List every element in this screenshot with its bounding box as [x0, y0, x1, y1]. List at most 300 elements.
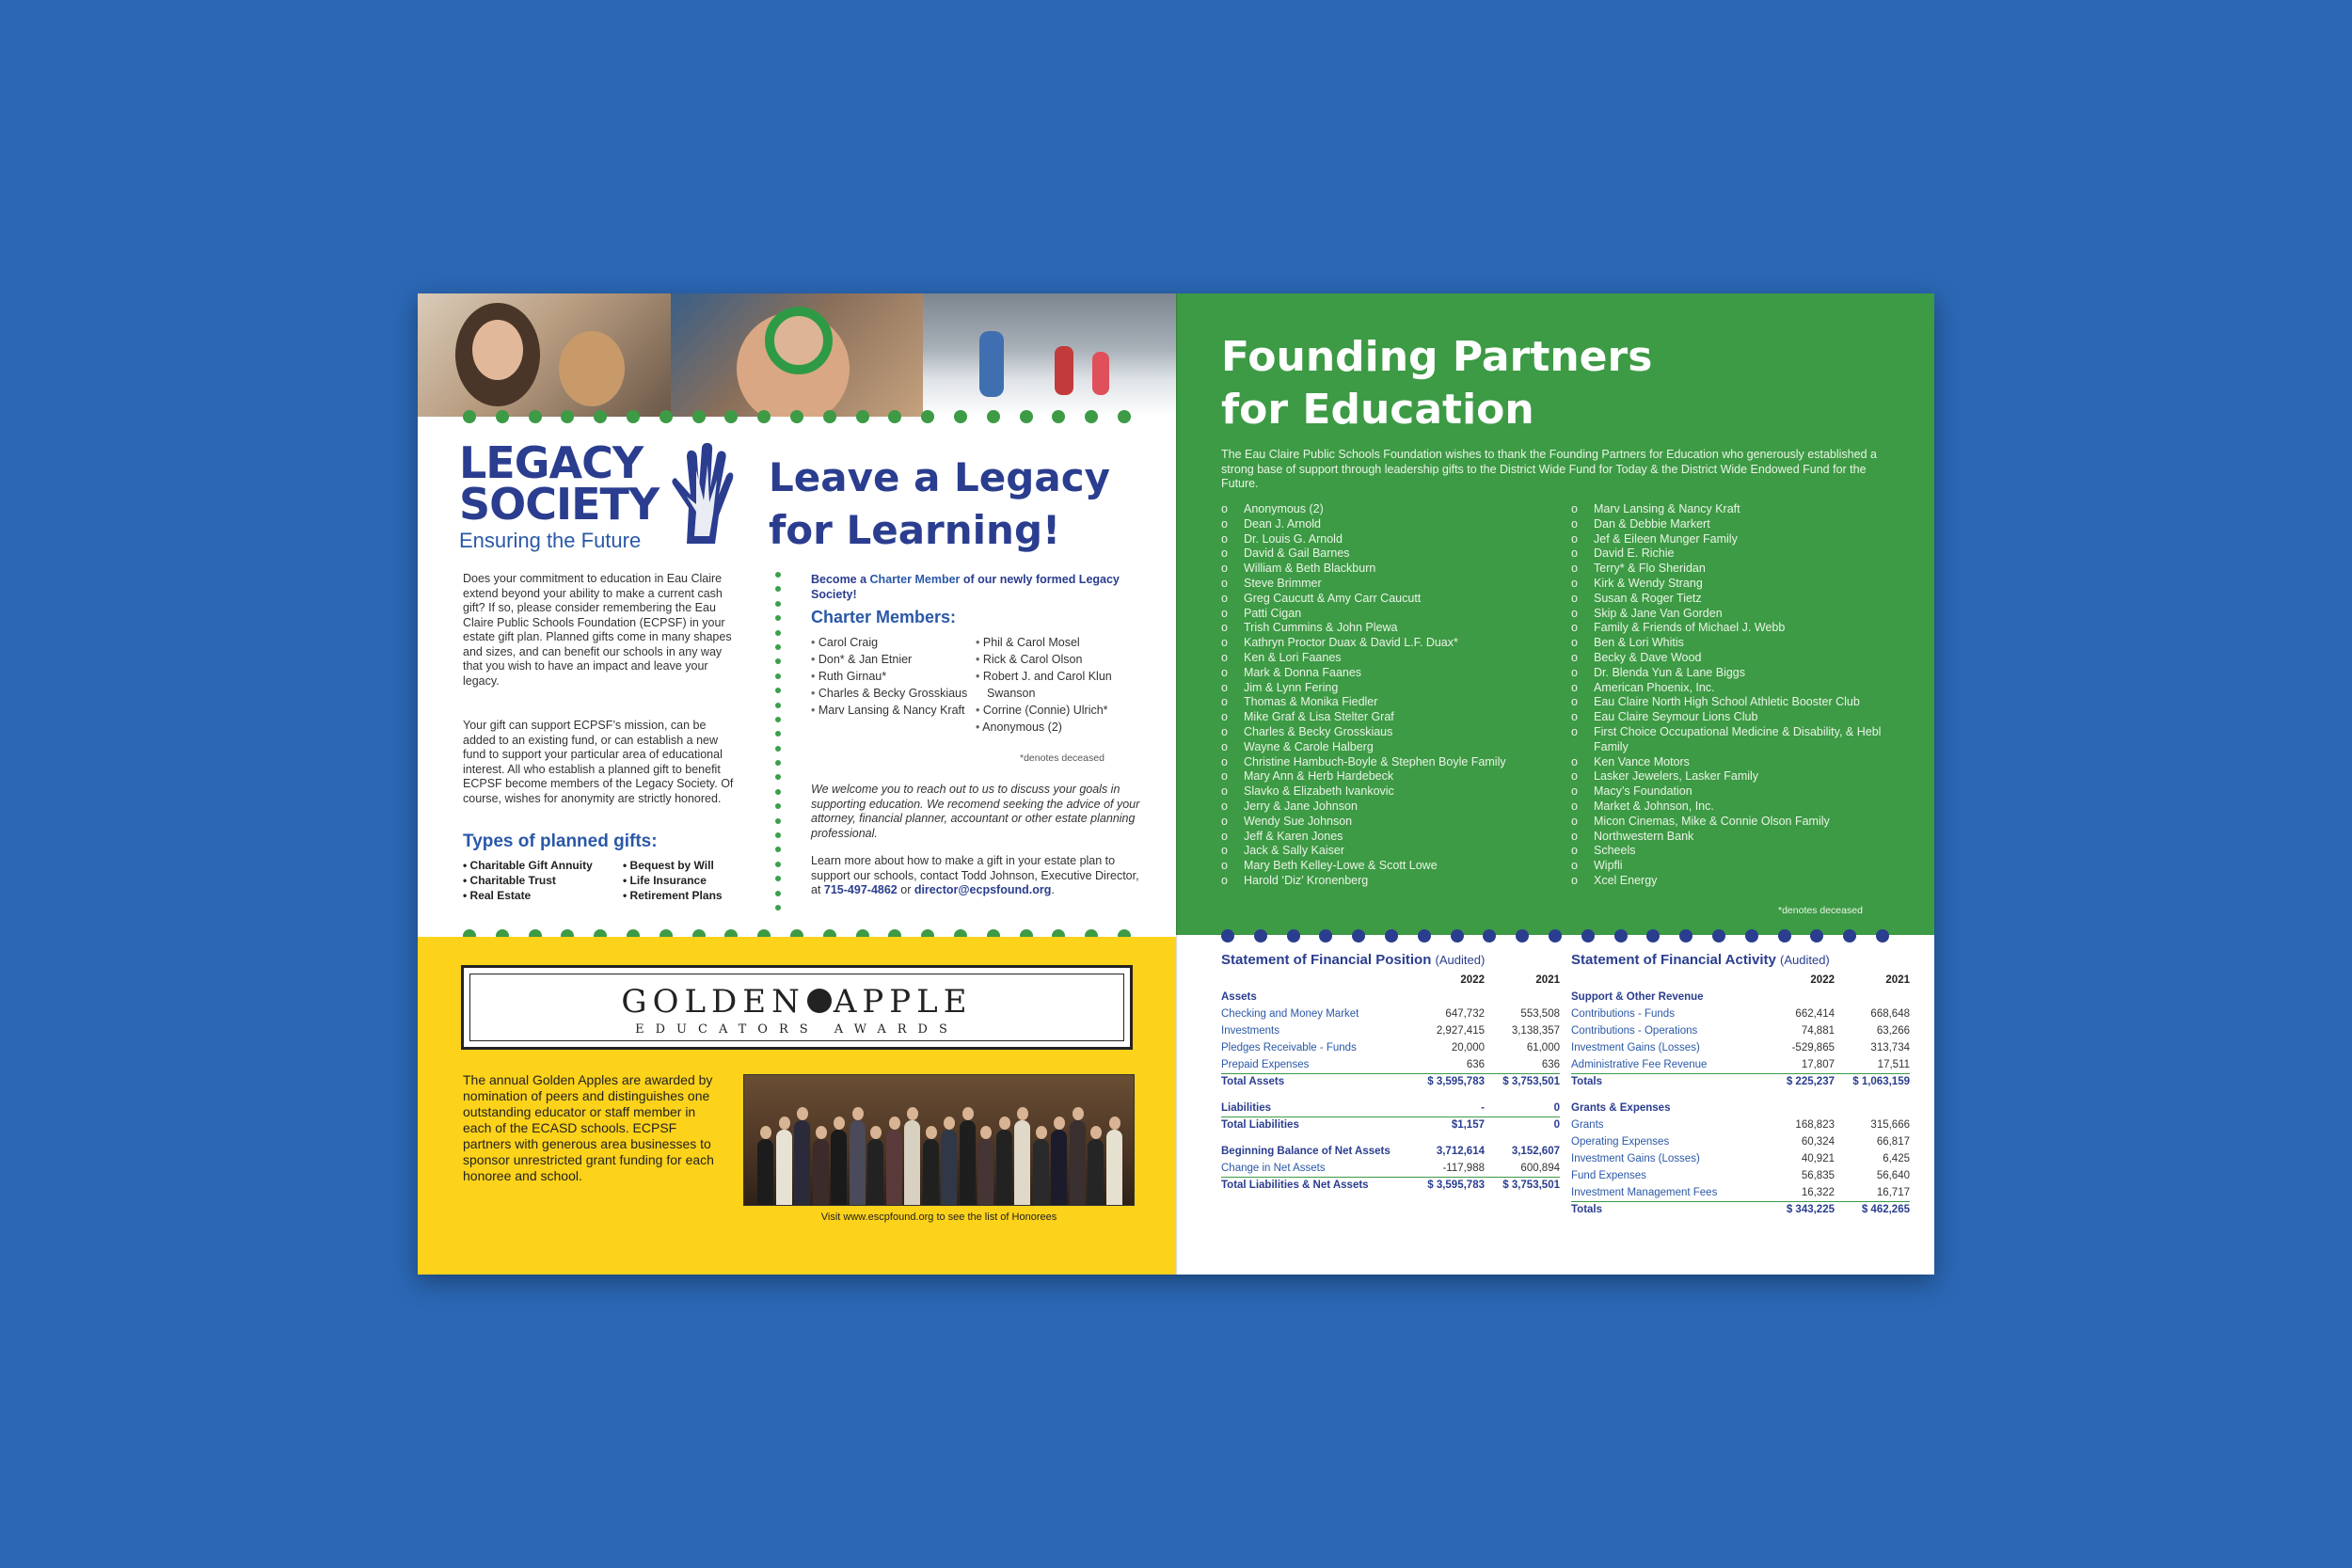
- hands-icon: [668, 442, 734, 546]
- row-value: [1759, 989, 1835, 1006]
- honoree-figure: [996, 1130, 1012, 1205]
- row-value: 0: [1553, 1101, 1560, 1114]
- row-label: Contributions - Funds: [1571, 1008, 1675, 1020]
- honoree-figure: [1088, 1139, 1104, 1205]
- row-value: 3,138,357: [1511, 1025, 1560, 1037]
- founding-partners-section: [1176, 293, 1934, 935]
- learn-text-b: or: [897, 883, 914, 896]
- row-value: 17,511: [1877, 1058, 1910, 1070]
- divider-dot: [823, 410, 836, 423]
- email-link[interactable]: director@ecpsfound.org: [914, 883, 1052, 896]
- honoree-figure: [813, 1139, 829, 1205]
- row-value: $ 3,753,501: [1485, 1073, 1560, 1090]
- honoree-figure: [1051, 1130, 1067, 1205]
- row-value: 2021: [1535, 974, 1560, 986]
- spacer-row: [1221, 1090, 1560, 1100]
- divider-dot: [1679, 929, 1692, 942]
- row-value: 60,324: [1801, 1136, 1835, 1148]
- headline-line-1: Leave a Legacy: [769, 454, 1110, 500]
- row-label: Grants: [1571, 1119, 1604, 1131]
- partner-item: o Harold ‘Diz’ Kronenberg: [1221, 874, 1560, 889]
- golden-apple-logo: [461, 965, 1133, 1050]
- charter-intro: [811, 572, 1140, 602]
- phone-number[interactable]: 715-497-4862: [823, 883, 898, 896]
- ga-title-a: GOLDEN: [621, 983, 805, 1021]
- partner-item: o William & Beth Blackburn: [1221, 562, 1560, 577]
- divider-dot: [463, 410, 476, 423]
- partner-item: o Terry* & Flo Sheridan: [1571, 562, 1910, 577]
- divider-dot: [1549, 929, 1562, 942]
- honoree-figure: [867, 1139, 883, 1205]
- divider-dot: [921, 410, 934, 423]
- divider-dot: [775, 703, 781, 708]
- support-row: [1571, 1056, 1910, 1073]
- divider-dot: [1745, 929, 1758, 942]
- divider-dot: [775, 644, 781, 650]
- partner-item: o Mark & Donna Faanes: [1221, 666, 1560, 681]
- partner-item: o Skip & Jane Van Gorden: [1571, 607, 1910, 622]
- financial-activity-title: [1571, 952, 1910, 968]
- row-value: $ 343,225: [1759, 1201, 1835, 1218]
- type-item: • Bequest by Will: [623, 859, 714, 872]
- total-row: [1221, 1177, 1560, 1194]
- honoree-head: [1017, 1107, 1028, 1120]
- row-value: [1485, 1090, 1560, 1100]
- divider-dot: [1876, 929, 1889, 942]
- member-item: • Charles & Becky Grosskiaus: [811, 685, 971, 702]
- total-row: [1221, 1073, 1560, 1090]
- golden-apple-subtitle: EDUCATORS AWARDS: [635, 1022, 959, 1037]
- member-item: • Phil & Carol Mosel: [976, 634, 1136, 651]
- honoree-head: [816, 1126, 827, 1139]
- learn-text-c: .: [1051, 883, 1055, 896]
- partner-item: o Wendy Sue Johnson: [1221, 815, 1560, 830]
- row-value: [1835, 1090, 1910, 1100]
- honoree-head: [1054, 1117, 1065, 1130]
- row-label: Change in Net Assets: [1221, 1162, 1326, 1174]
- divider-dot: [775, 803, 781, 809]
- total-row: [1221, 1117, 1560, 1133]
- member-item: • Rick & Carol Olson: [976, 651, 1136, 668]
- divider-dot: [775, 658, 781, 664]
- golden-apple-text: The annual Golden Apples are awarded by nomination of peers and distinguishes one outstanding educator or staff member in each of the ECASD schools. ECPSF partners with generous area businesses to sponsor unrestricted grant funding for each honoree and school.: [463, 1072, 714, 1183]
- divider-dot: [775, 688, 781, 693]
- divider-dot: [660, 410, 673, 423]
- row-value: 3,712,614: [1436, 1146, 1485, 1157]
- apple-icon: [807, 989, 832, 1013]
- honoree-head: [1073, 1107, 1084, 1120]
- honoree-figure: [850, 1120, 866, 1205]
- partner-item: o Ken & Lori Faanes: [1221, 651, 1560, 666]
- honoree-head: [797, 1107, 808, 1120]
- row-label: [1571, 1090, 1759, 1100]
- divider-dot: [496, 410, 509, 423]
- divider-dot: [775, 630, 781, 636]
- row-value: 600,894: [1520, 1162, 1560, 1174]
- row-label: Prepaid Expenses: [1221, 1058, 1310, 1070]
- row-label: Administrative Fee Revenue: [1571, 1058, 1708, 1070]
- golden-apple-title: [464, 983, 1130, 1021]
- row-value: 17,807: [1801, 1058, 1835, 1070]
- divider-dot: [561, 410, 574, 423]
- types-heading: Types of planned gifts:: [463, 832, 658, 851]
- expense-row: [1571, 1150, 1910, 1167]
- row-value: -117,988: [1442, 1162, 1485, 1174]
- spacer-row: [1571, 1090, 1910, 1100]
- partner-item: o Market & Johnson, Inc.: [1571, 800, 1910, 815]
- row-value: 668,648: [1870, 1008, 1910, 1020]
- partners-col-1: [1221, 502, 1560, 889]
- row-label: Support & Other Revenue: [1571, 991, 1704, 1003]
- partner-item: o Dean J. Arnold: [1221, 517, 1560, 532]
- row-value: [1835, 1100, 1910, 1117]
- honoree-figure: [1070, 1120, 1086, 1205]
- total-row: [1571, 1073, 1910, 1090]
- row-value: $1,157: [1409, 1117, 1485, 1133]
- partner-item: o Kirk & Wendy Strang: [1571, 577, 1910, 592]
- divider-dot: [1352, 929, 1365, 942]
- honoree-figure: [886, 1130, 902, 1205]
- partner-item: o Trish Cummins & John Plewa: [1221, 621, 1560, 636]
- dot-divider-right: [1221, 929, 1889, 942]
- asset-row: [1221, 1039, 1560, 1056]
- total-row: [1571, 1201, 1910, 1218]
- honoree-figure: [960, 1120, 976, 1205]
- row-label: Fund Expenses: [1571, 1170, 1646, 1181]
- divider-dot: [692, 410, 706, 423]
- dot-divider-top: [463, 410, 1131, 423]
- row-value: 56,640: [1876, 1170, 1910, 1181]
- welcome-paragraph: We welcome you to reach out to us to discuss your goals in supporting education. We recomend seeking the advice of your attorney, financial planner, accountant or other estate planning professional.: [811, 783, 1140, 840]
- divider-dot: [1843, 929, 1856, 942]
- partner-item: o Steve Brimmer: [1221, 577, 1560, 592]
- row-label: Totals: [1571, 1201, 1759, 1218]
- expense-row: [1571, 1184, 1910, 1201]
- member-item: • Carol Craig: [811, 634, 971, 651]
- divider-dot: [1646, 929, 1660, 942]
- row-label: Beginning Balance of Net Assets: [1221, 1146, 1391, 1157]
- headline-line-2: for Learning!: [769, 507, 1061, 553]
- partner-item: o Christine Hambuch-Boyle & Stephen Boyle Family: [1221, 755, 1560, 770]
- divider-dot: [1712, 929, 1725, 942]
- fp-title-text: Statement of Financial Position: [1221, 952, 1432, 968]
- divider-dot: [790, 410, 803, 423]
- divider-dot: [775, 731, 781, 736]
- row-value: 40,921: [1801, 1153, 1835, 1164]
- learn-text-a: Learn more about how to make a gift in your estate plan to support our schools, contact Todd Johnson, Executive Director, at: [811, 854, 1139, 896]
- member-item: • Marv Lansing & Nancy Kraft: [811, 702, 971, 719]
- row-value: [1409, 989, 1485, 1006]
- honoree-figure: [904, 1120, 920, 1205]
- golden-apple-section: [418, 937, 1176, 1275]
- row-value: 16,322: [1801, 1186, 1835, 1198]
- row-label: [1221, 1133, 1409, 1143]
- financial-position-table: [1221, 972, 1560, 1194]
- row-label: Investments: [1221, 1025, 1279, 1037]
- row-value: 315,666: [1870, 1119, 1910, 1131]
- fa-audited: (Audited): [1780, 953, 1830, 967]
- row-value: $ 3,595,783: [1409, 1073, 1485, 1090]
- divider-dot: [1254, 929, 1267, 942]
- row-value: [1409, 1090, 1485, 1100]
- section-header: [1221, 989, 1560, 1006]
- divider-dot: [1287, 929, 1300, 942]
- row-label: Liabilities: [1221, 1101, 1272, 1114]
- divider-dot: [775, 760, 781, 766]
- honoree-head: [962, 1107, 974, 1120]
- divider-dot: [1020, 410, 1033, 423]
- partner-item: o Patti Cigan: [1221, 607, 1560, 622]
- founding-partners-intro: The Eau Claire Public Schools Foundation wishes to thank the Founding Partners for Education who generously established a strong base of support through leadership gifts to the District Wide Fund for Today & the District Wide Endowed Fund for the Future.: [1221, 448, 1877, 490]
- divider-dot: [775, 789, 781, 795]
- divider-dot: [529, 410, 542, 423]
- honoree-head: [1090, 1126, 1102, 1139]
- honoree-head: [852, 1107, 864, 1120]
- divider-dot: [1319, 929, 1332, 942]
- partner-item: o First Choice Occupational Medicine & Disability, & Hebl Family: [1571, 725, 1910, 755]
- divider-dot: [954, 410, 967, 423]
- honoree-figure: [794, 1120, 810, 1205]
- row-value: $ 3,753,501: [1485, 1177, 1560, 1194]
- partner-item: o Northwestern Bank: [1571, 830, 1910, 845]
- charter-intro-a: Become a: [811, 573, 870, 586]
- support-row: [1571, 1006, 1910, 1022]
- divider-dot: [1810, 929, 1823, 942]
- row-label: Totals: [1571, 1073, 1759, 1090]
- fa-title-text: Statement of Financial Activity: [1571, 952, 1776, 968]
- divider-dot: [775, 905, 781, 911]
- deceased-note-left: *denotes deceased: [1020, 752, 1104, 764]
- row-label: Investment Gains (Losses): [1571, 1153, 1700, 1164]
- honoree-head: [889, 1117, 900, 1130]
- partner-item: o Jeff & Karen Jones: [1221, 830, 1560, 845]
- partner-item: o American Phoenix, Inc.: [1571, 681, 1910, 696]
- member-item: • Robert J. and Carol Klun Swanson: [976, 668, 1136, 702]
- divider-dot: [888, 410, 901, 423]
- partner-item: o Becky & Dave Wood: [1571, 651, 1910, 666]
- honoree-head: [834, 1117, 845, 1130]
- partner-item: o Greg Caucutt & Amy Carr Caucutt: [1221, 592, 1560, 607]
- row-value: 3,152,607: [1511, 1146, 1560, 1157]
- honoree-figure: [923, 1139, 939, 1205]
- divider-dot: [1118, 410, 1131, 423]
- partner-item: o Scheels: [1571, 844, 1910, 859]
- divider-dot: [775, 818, 781, 824]
- financial-activity-table: [1571, 972, 1910, 1218]
- divider-dot: [1052, 410, 1065, 423]
- partner-item: o Xcel Energy: [1571, 874, 1910, 889]
- divider-dot: [724, 410, 738, 423]
- founding-partners-title: [1221, 331, 1652, 436]
- partner-item: o David & Gail Barnes: [1221, 546, 1560, 562]
- honoree-head: [944, 1117, 955, 1130]
- divider-dot: [1614, 929, 1628, 942]
- change-row: [1221, 1160, 1560, 1177]
- row-value: [1835, 989, 1910, 1006]
- honoree-figure: [776, 1130, 792, 1205]
- fp-title-line-1: Founding Partners: [1221, 333, 1653, 381]
- row-label: Grants & Expenses: [1571, 1102, 1671, 1114]
- partner-item: o Macy’s Foundation: [1571, 784, 1910, 800]
- divider-dot: [594, 410, 607, 423]
- legacy-society-logo: [459, 437, 741, 555]
- divider-dot: [987, 410, 1000, 423]
- row-value: 56,835: [1801, 1170, 1835, 1181]
- divider-dot: [775, 673, 781, 679]
- row-label: Total Assets: [1221, 1073, 1409, 1090]
- left-page: [418, 293, 1176, 1275]
- row-value: 16,717: [1876, 1186, 1910, 1198]
- charter-members-col-2: [976, 634, 1136, 736]
- type-item: • Life Insurance: [623, 874, 707, 887]
- row-value: 662,414: [1795, 1008, 1835, 1020]
- divider-dot: [775, 601, 781, 607]
- divider-dot: [775, 876, 781, 881]
- honoree-head: [907, 1107, 918, 1120]
- honoree-figure: [757, 1139, 773, 1205]
- row-value: [1485, 1133, 1560, 1143]
- row-value: -: [1481, 1101, 1485, 1114]
- row-value: 61,000: [1526, 1042, 1560, 1053]
- honoree-head: [760, 1126, 771, 1139]
- financial-position-statement: [1221, 952, 1560, 1194]
- golden-apple-caption: Visit www.escpfound.org to see the list of Honorees: [820, 1212, 1057, 1223]
- year-header: [1221, 972, 1560, 989]
- partner-item: o Susan & Roger Tietz: [1571, 592, 1910, 607]
- divider-dot: [1418, 929, 1431, 942]
- divider-dot: [1778, 929, 1791, 942]
- divider-dot: [775, 774, 781, 780]
- photo-magnifying-glass: [671, 293, 924, 417]
- honoree-figure: [1106, 1130, 1122, 1205]
- row-value: [1759, 1090, 1835, 1100]
- support-row: [1571, 1039, 1910, 1056]
- row-value: 74,881: [1801, 1025, 1835, 1037]
- row-label: [1571, 972, 1759, 989]
- page-fold: [1176, 293, 1178, 1275]
- partner-item: o Eau Claire North High School Athletic Booster Club: [1571, 695, 1910, 710]
- divider-dot: [1221, 929, 1234, 942]
- partner-item: o Anonymous (2): [1221, 502, 1560, 517]
- vertical-dot-divider: [775, 572, 781, 911]
- row-value: 2021: [1885, 974, 1910, 986]
- divider-dot: [1516, 929, 1529, 942]
- row-value: 313,734: [1870, 1042, 1910, 1053]
- expense-row: [1571, 1117, 1910, 1133]
- row-value: -529,865: [1791, 1042, 1835, 1053]
- type-item: • Charitable Trust: [463, 874, 556, 887]
- divider-dot: [775, 717, 781, 722]
- partner-item: o Jim & Lynn Fering: [1221, 681, 1560, 696]
- member-item: • Don* & Jan Etnier: [811, 651, 971, 668]
- honorees-group-photo: [743, 1074, 1135, 1206]
- partner-item: o Thomas & Monika Fiedler: [1221, 695, 1560, 710]
- photo-strip: [418, 293, 1176, 417]
- honoree-figure: [941, 1130, 957, 1205]
- expense-row: [1571, 1167, 1910, 1184]
- partner-item: o Lasker Jewelers, Lasker Family: [1571, 769, 1910, 784]
- financial-activity-statement: [1571, 952, 1910, 1218]
- partner-item: o Dan & Debbie Markert: [1571, 517, 1910, 532]
- fp-title-line-2: for Education: [1221, 386, 1534, 434]
- member-item: • Anonymous (2): [976, 719, 1136, 736]
- partner-item: o Jack & Sally Kaiser: [1221, 844, 1560, 859]
- row-value: 0: [1485, 1117, 1560, 1133]
- row-label: Operating Expenses: [1571, 1136, 1670, 1148]
- ga-title-b: APPLE: [833, 983, 973, 1021]
- divider-dot: [627, 410, 640, 423]
- year-header: [1571, 972, 1910, 989]
- intro-paragraph: Does your commitment to education in Eau Claire extend beyond your ability to make a current cash gift? If so, please consider remembering the Eau Claire Public Schools Foundation (ECPSF) in your estate gift plan. Planned gifts come in many shapes and sizes, and can benefit our schools in any way that you wish to have an impact and leave your legacy.: [463, 572, 732, 688]
- beginning-balance-row: [1221, 1143, 1560, 1160]
- row-value: 66,817: [1876, 1136, 1910, 1148]
- learn-more-paragraph: [811, 854, 1140, 898]
- divider-dot: [1581, 929, 1595, 942]
- divider-dot: [1483, 929, 1496, 942]
- logo-tagline: Ensuring the Future: [459, 529, 642, 552]
- partner-item: o Slavko & Elizabeth Ivankovic: [1221, 784, 1560, 800]
- partner-item: o David E. Richie: [1571, 546, 1910, 562]
- fp-audited: (Audited): [1435, 953, 1486, 967]
- charter-members-heading: Charter Members:: [811, 608, 957, 626]
- honoree-head: [779, 1117, 790, 1130]
- support-row: [1571, 1022, 1910, 1039]
- row-label: [1221, 972, 1409, 989]
- charter-members-col-1: [811, 634, 971, 719]
- partner-item: o Jerry & Jane Johnson: [1221, 800, 1560, 815]
- expense-row: [1571, 1133, 1910, 1150]
- divider-dot: [757, 410, 771, 423]
- row-label: Checking and Money Market: [1221, 1008, 1359, 1020]
- row-label: Contributions - Operations: [1571, 1025, 1698, 1037]
- row-value: 553,508: [1520, 1008, 1560, 1020]
- logo-line-1: LEGACY: [459, 437, 644, 488]
- section-header: [1571, 1100, 1910, 1117]
- partner-item: o Family & Friends of Michael J. Webb: [1571, 621, 1910, 636]
- member-item: • Ruth Girnau*: [811, 668, 971, 685]
- row-value: 6,425: [1883, 1153, 1910, 1164]
- row-value: [1409, 1133, 1485, 1143]
- charter-intro-c: of our newly formed Legacy Society!: [811, 573, 1120, 601]
- photo-kids-snow: [923, 293, 1176, 417]
- row-value: 647,732: [1445, 1008, 1485, 1020]
- honoree-head: [999, 1117, 1010, 1130]
- honoree-figure: [977, 1139, 993, 1205]
- honoree-head: [926, 1126, 937, 1139]
- row-value: 20,000: [1451, 1042, 1485, 1053]
- row-value: $ 462,265: [1835, 1201, 1910, 1218]
- row-value: 2022: [1810, 974, 1835, 986]
- leave-legacy-heading: [769, 451, 1145, 557]
- asset-row: [1221, 1006, 1560, 1022]
- row-value: 63,266: [1876, 1025, 1910, 1037]
- financial-position-title: [1221, 952, 1560, 968]
- partner-item: o Wipfli: [1571, 859, 1910, 874]
- honoree-head: [1036, 1126, 1047, 1139]
- partner-item: o Micon Cinemas, Mike & Connie Olson Family: [1571, 815, 1910, 830]
- right-page: [1176, 293, 1934, 1275]
- row-label: [1221, 1090, 1409, 1100]
- partner-item: o Mary Ann & Herb Hardebeck: [1221, 769, 1560, 784]
- divider-dot: [775, 746, 781, 752]
- row-label: Total Liabilities: [1221, 1117, 1409, 1133]
- honoree-head: [980, 1126, 992, 1139]
- partner-item: o Dr. Blenda Yun & Lane Biggs: [1571, 666, 1910, 681]
- member-item: • Corrine (Connie) Ulrich*: [976, 702, 1136, 719]
- support-paragraph: Your gift can support ECPSF’s mission, can be added to an existing fund, or can establish a new fund to support your particular area of educational interest. All who establish a planned gift to benefit ECPSF become members of the Legacy Society. Of course, wishes for anonymity are strictly honored.: [463, 719, 734, 805]
- row-label: Investment Gains (Losses): [1571, 1042, 1700, 1053]
- row-value: 2,927,415: [1436, 1025, 1485, 1037]
